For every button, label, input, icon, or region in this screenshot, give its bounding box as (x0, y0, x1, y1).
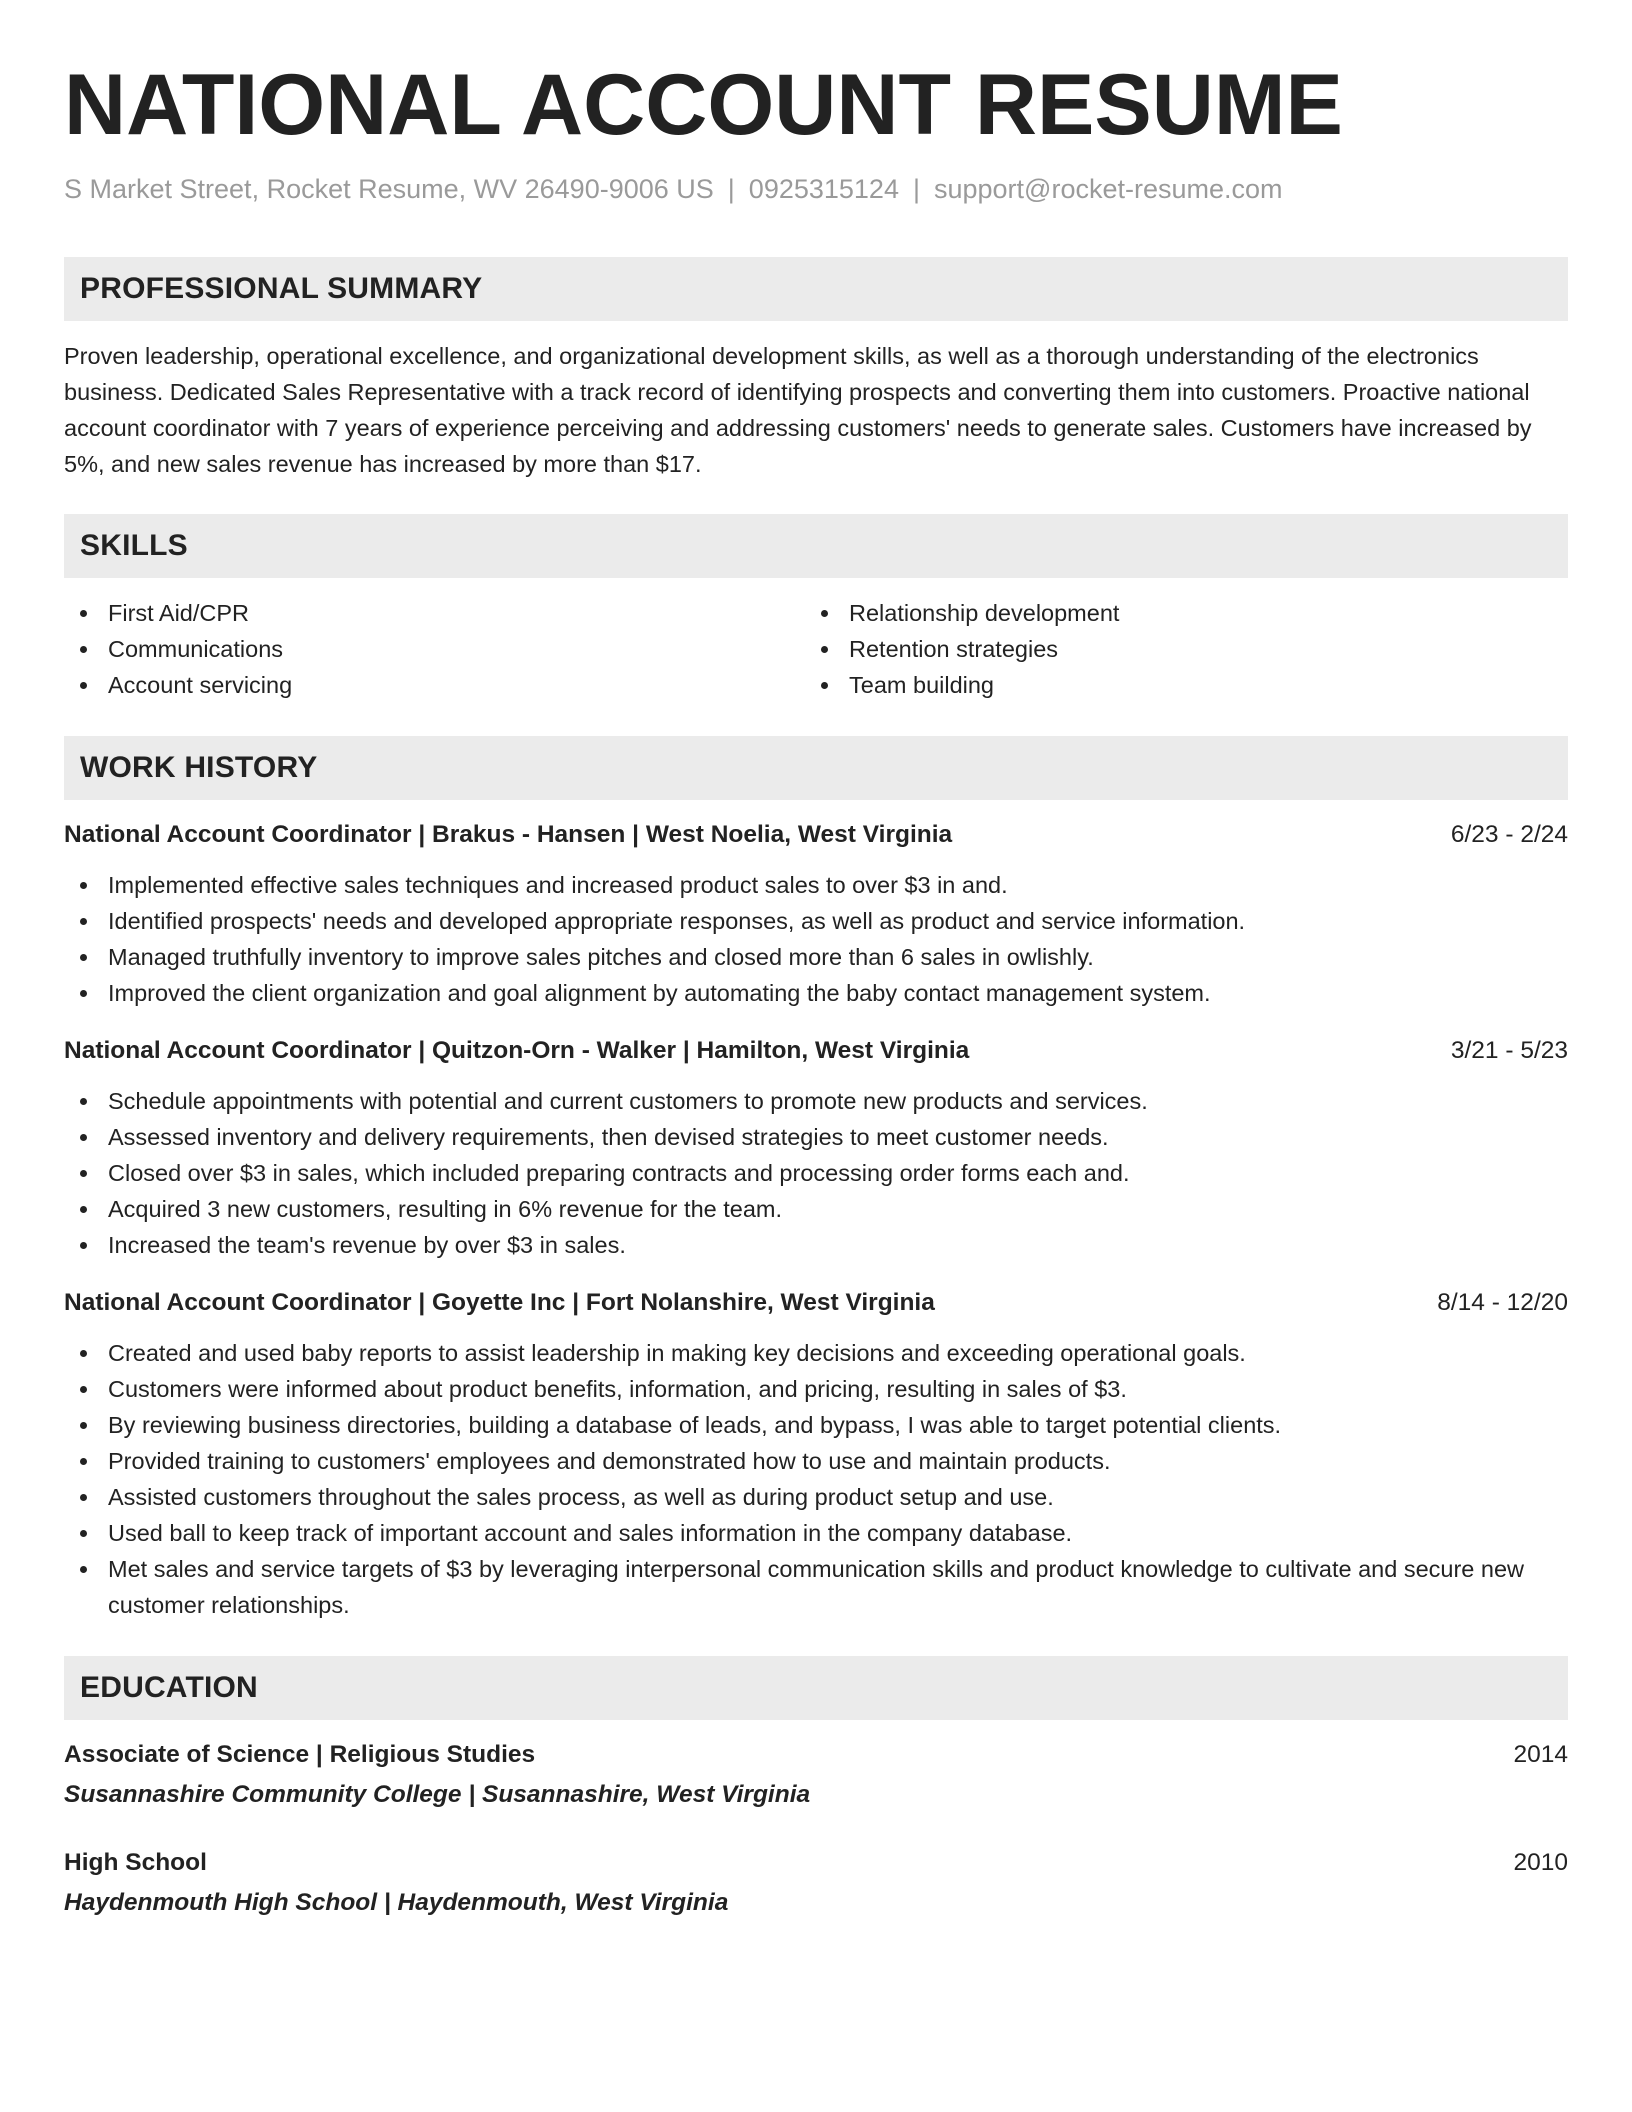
job-bullet: Customers were informed about product benefits, information, and pricing, resulting in sales of $3. (64, 1371, 1568, 1407)
contact-separator: | (912, 174, 920, 204)
education-year: 2010 (1513, 1849, 1568, 1876)
job-bullet: Provided training to customers' employees and demonstrated how to use and maintain products. (64, 1443, 1568, 1479)
job-bullet: Schedule appointments with potential and current customers to promote new products and services. (64, 1083, 1568, 1119)
job-header (64, 817, 1568, 853)
skill-item: Communications (64, 631, 805, 667)
job-dates: 3/21 - 5/23 (1450, 1037, 1568, 1064)
contact-email: support@rocket-resume.com (933, 174, 1283, 204)
education-school: Susannashire Community College | Susannashire, West Virginia (64, 1781, 811, 1808)
section-heading-skills: SKILLS (64, 514, 1568, 578)
skill-item: First Aid/CPR (64, 595, 805, 631)
job-bullet: Assessed inventory and delivery requirements, then devised strategies to meet customer needs. (64, 1119, 1568, 1155)
job-bullet: Implemented effective sales techniques and increased product sales to over $3 in and. (64, 867, 1568, 903)
job-bullet: Assisted customers throughout the sales process, as well as during product setup and use. (64, 1479, 1568, 1515)
skills-column-right (805, 595, 1546, 703)
education-header (64, 1737, 1568, 1773)
job-bullet: By reviewing business directories, building a database of leads, and bypass, I was able to target potential clients. (64, 1407, 1568, 1443)
contact-address: S Market Street, Rocket Resume, WV 26490-9006 US (64, 174, 714, 204)
job-dates: 8/14 - 12/20 (1437, 1289, 1568, 1316)
skills-column-left (64, 595, 805, 703)
summary-text: Proven leadership, operational excellence, and organizational development skills, as well as a thorough understanding of the electronics business. Dedicated Sales Representative with a track record of identifying prospects and converting them into customers. Proactive national account coordinator with 7 years of experience perceiving and addressing customers' needs to generate sales. Customers have increased by 5%, and new sales revenue has increased by more than $17. (64, 343, 1532, 477)
job-header (64, 1033, 1568, 1069)
job-bullet: Increased the team's revenue by over $3 in sales. (64, 1227, 1568, 1263)
job-bullets (64, 1083, 1568, 1263)
job-bullet: Acquired 3 new customers, resulting in 6% revenue for the team. (64, 1191, 1568, 1227)
section-heading-summary: PROFESSIONAL SUMMARY (64, 257, 1568, 321)
job-entry (64, 817, 1568, 1011)
contact-line (64, 174, 1568, 205)
skill-item: Relationship development (805, 595, 1546, 631)
skill-item: Account servicing (64, 667, 805, 703)
contact-separator: | (727, 174, 735, 204)
job-title: National Account Coordinator | Brakus - Hansen | West Noelia, West Virginia (64, 821, 953, 848)
section-heading-work-history: WORK HISTORY (64, 736, 1568, 800)
education-header (64, 1845, 1568, 1881)
job-bullet: Created and used baby reports to assist leadership in making key decisions and exceeding operational goals. (64, 1335, 1568, 1371)
contact-phone: 0925315124 (748, 174, 899, 204)
job-bullet: Managed truthfully inventory to improve sales pitches and closed more than 6 sales in owlishly. (64, 939, 1568, 975)
education-degree: Associate of Science | Religious Studies (64, 1741, 536, 1768)
skill-item: Retention strategies (805, 631, 1546, 667)
education-entry (64, 1737, 1568, 1813)
job-header (64, 1285, 1568, 1321)
job-title: National Account Coordinator | Quitzon-Orn - Walker | Hamilton, West Virginia (64, 1037, 970, 1064)
skills-list (64, 595, 1568, 703)
job-bullets (64, 1335, 1568, 1623)
resume-title: NATIONAL ACCOUNT RESUME (64, 57, 1343, 153)
job-bullet: Identified prospects' needs and developed appropriate responses, as well as product and service information. (64, 903, 1568, 939)
education-school: Haydenmouth High School | Haydenmouth, West Virginia (64, 1889, 729, 1916)
section-heading-education: EDUCATION (64, 1656, 1568, 1720)
job-dates: 6/23 - 2/24 (1450, 821, 1568, 848)
job-entry (64, 1285, 1568, 1623)
job-entry (64, 1033, 1568, 1263)
job-title: National Account Coordinator | Goyette Inc | Fort Nolanshire, West Virginia (64, 1289, 935, 1316)
job-bullets (64, 867, 1568, 1011)
job-bullet: Closed over $3 in sales, which included preparing contracts and processing order forms each and. (64, 1155, 1568, 1191)
education-degree: High School (64, 1849, 207, 1876)
skill-item: Team building (805, 667, 1546, 703)
job-bullet: Met sales and service targets of $3 by leveraging interpersonal communication skills and product knowledge to cultivate and secure new customer relationships. (64, 1551, 1568, 1623)
education-year: 2014 (1513, 1741, 1568, 1768)
job-bullet: Improved the client organization and goal alignment by automating the baby contact management system. (64, 975, 1568, 1011)
job-bullet: Used ball to keep track of important account and sales information in the company database. (64, 1515, 1568, 1551)
education-entry (64, 1845, 1568, 1921)
